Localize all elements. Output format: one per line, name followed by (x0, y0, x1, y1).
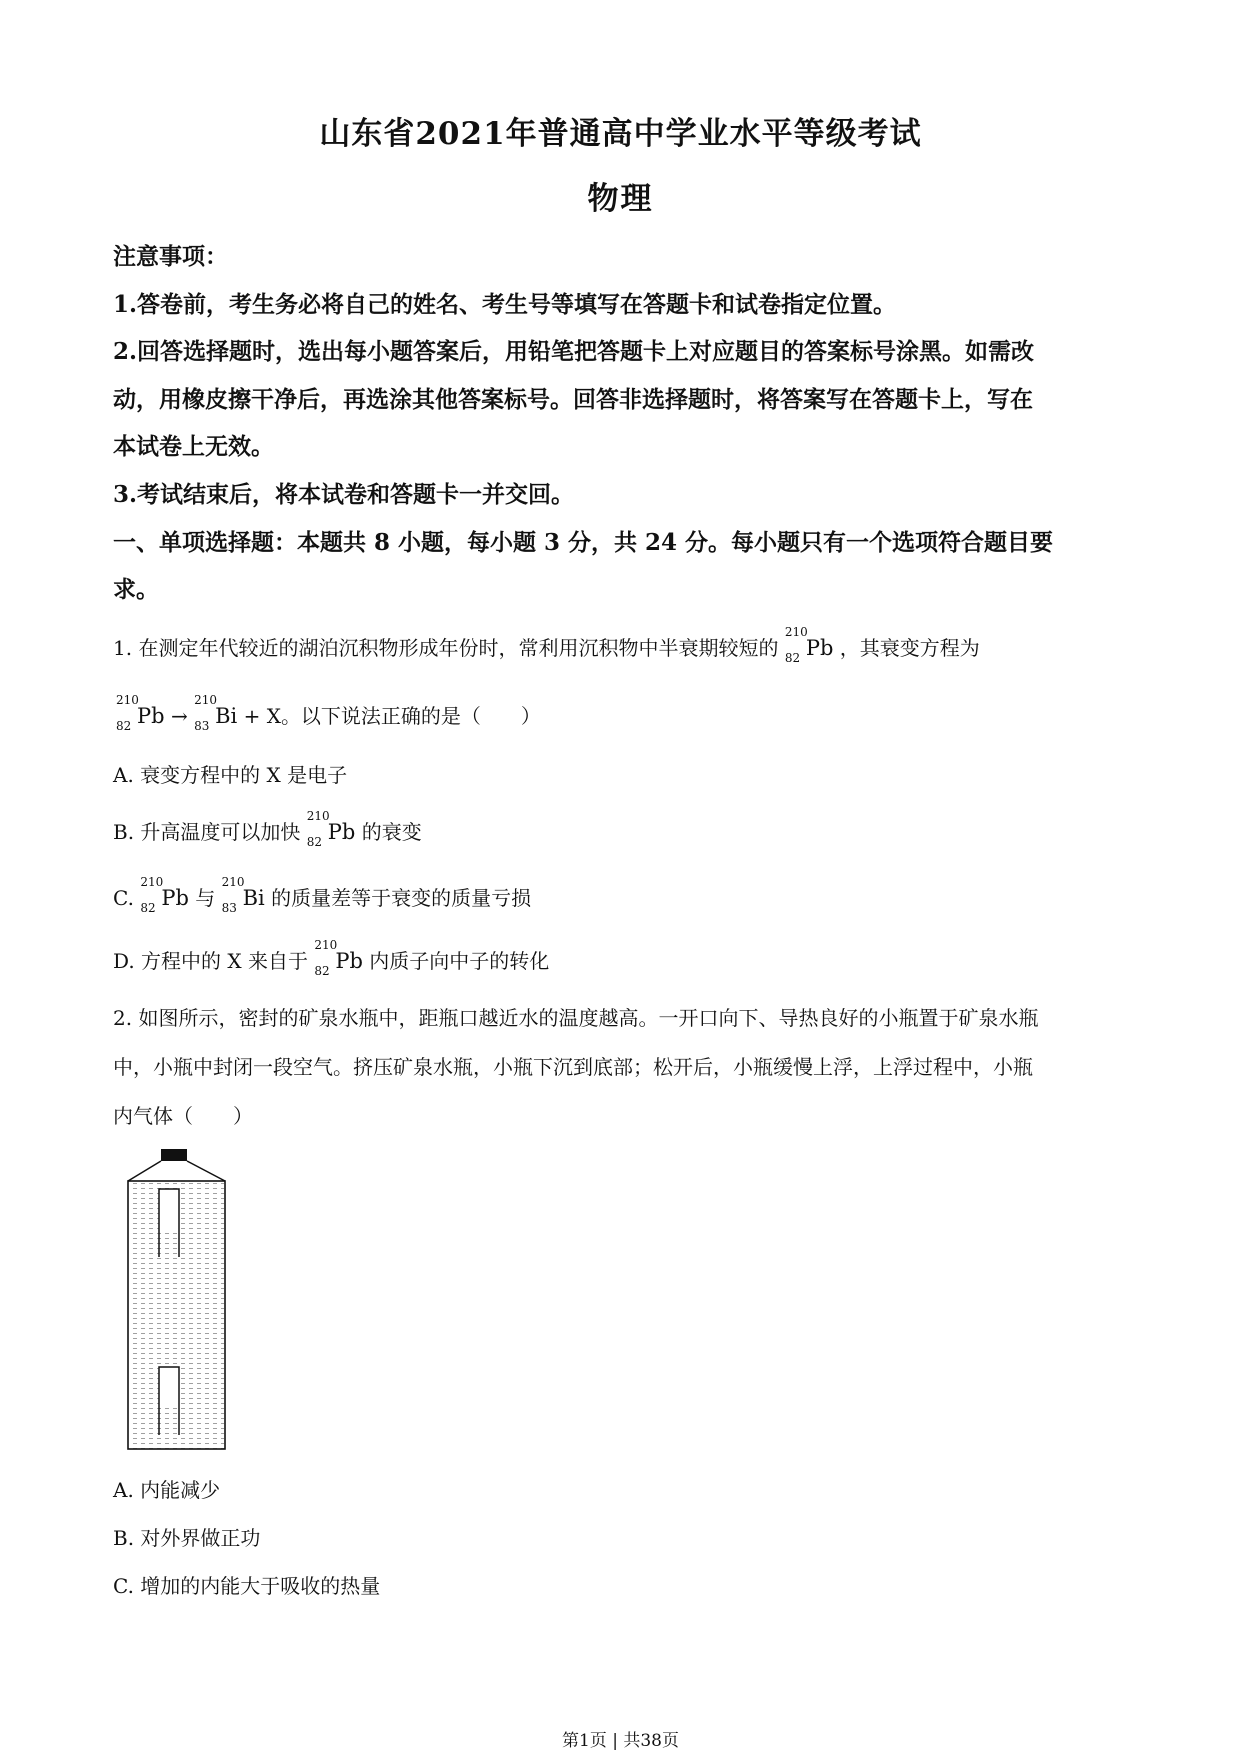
bottle-figure (125, 1146, 235, 1456)
q1-stem-tail: ，其衰变方程为 (839, 636, 980, 660)
q1-stem-text: 1. 在测定年代较近的湖泊沉积物形成年份时，常利用沉积物中半衰期较短的 (113, 636, 779, 660)
q1-option-a: A. 衰变方程中的 X 是电子 (113, 763, 348, 787)
q1-option-b: B. 升高温度可以加快 210 82 Pb 的衰变 (113, 809, 422, 849)
bottle-neck (128, 1161, 225, 1181)
section-heading-line-2: 求。 (113, 576, 159, 603)
notice-item-2-line-2: 动，用橡皮擦干净后，再选涂其他答案标号。回答非选择题时，将答案写在答题卡上，写在 (113, 386, 1033, 413)
small-vial-bottom (159, 1367, 179, 1435)
notice-item-3: 3.考试结束后，将本试卷和答题卡一并交回。 (113, 481, 575, 508)
nuclide-pb: 210 82 Pb (116, 693, 165, 733)
q2-stem-line-2: 中，小瓶中封闭一段空气。挤压矿泉水瓶，小瓶下沉到底部；松开后，小瓶缓慢上浮，上浮过程中，小瓶 (113, 1055, 1033, 1079)
nuclide-bi: 210 83 Bi (221, 875, 265, 915)
section-heading-line-1: 一、单项选择题：本题共 8 小题，每小题 3 分，共 24 分。每小题只有一个选项符合题目要 (113, 529, 1054, 556)
q1-option-c: C. 210 82 Pb 与 210 83 Bi 的质量差等于衰变的质量亏损 (113, 875, 532, 915)
notice-heading: 注意事项： (113, 243, 228, 270)
page-footer: 第1页 | 共38页 (562, 1731, 679, 1751)
nuclide-pb: 210 82 Pb (314, 938, 363, 978)
nuclide-pb: 210 82 Pb (784, 625, 834, 665)
nuclide-pb: 210 82 Pb (140, 875, 189, 915)
q1-option-d: D. 方程中的 X 来自于 210 82 Pb 内质子向中子的转化 (113, 938, 550, 978)
notice-item-2-line-3: 本试卷上无效。 (113, 433, 274, 460)
equation-rest: + X (243, 704, 281, 728)
q2-option-c: C. 增加的内能大于吸收的热量 (113, 1574, 381, 1598)
bottle-cap-icon (161, 1149, 187, 1161)
nuclide-bi: 210 83 Bi (194, 693, 238, 733)
q1-question-tail: 。以下说法正确的是（ ） (280, 704, 541, 728)
arrow-symbol: → (170, 704, 188, 728)
q2-option-a: A. 内能减少 (113, 1478, 221, 1502)
notice-item-2-line-1: 2.回答选择题时，选出每小题答案后，用铅笔把答题卡上对应题目的答案标号涂黑。如需改 (113, 338, 1035, 365)
notice-item-1: 1.答卷前，考生务必将自己的姓名、考生号等填写在答题卡和试卷指定位置。 (113, 291, 897, 318)
q1-decay-equation (116, 693, 541, 733)
subject-title: 物理 (587, 181, 654, 217)
nuclide-pb: 210 82 Pb (306, 809, 356, 849)
q2-option-b: B. 对外界做正功 (113, 1526, 261, 1550)
small-vial-top (159, 1189, 179, 1257)
q2-stem-line-3: 内气体（ ） (113, 1104, 253, 1128)
exam-title: 山东省2021年普通高中学业水平等级考试 (319, 116, 922, 152)
q1-stem-line-1 (113, 625, 980, 665)
q2-stem-line-1: 2. 如图所示，密封的矿泉水瓶中，距瓶口越近水的温度越高。一开口向下、导热良好的小瓶置于矿泉水瓶 (113, 1006, 1039, 1030)
